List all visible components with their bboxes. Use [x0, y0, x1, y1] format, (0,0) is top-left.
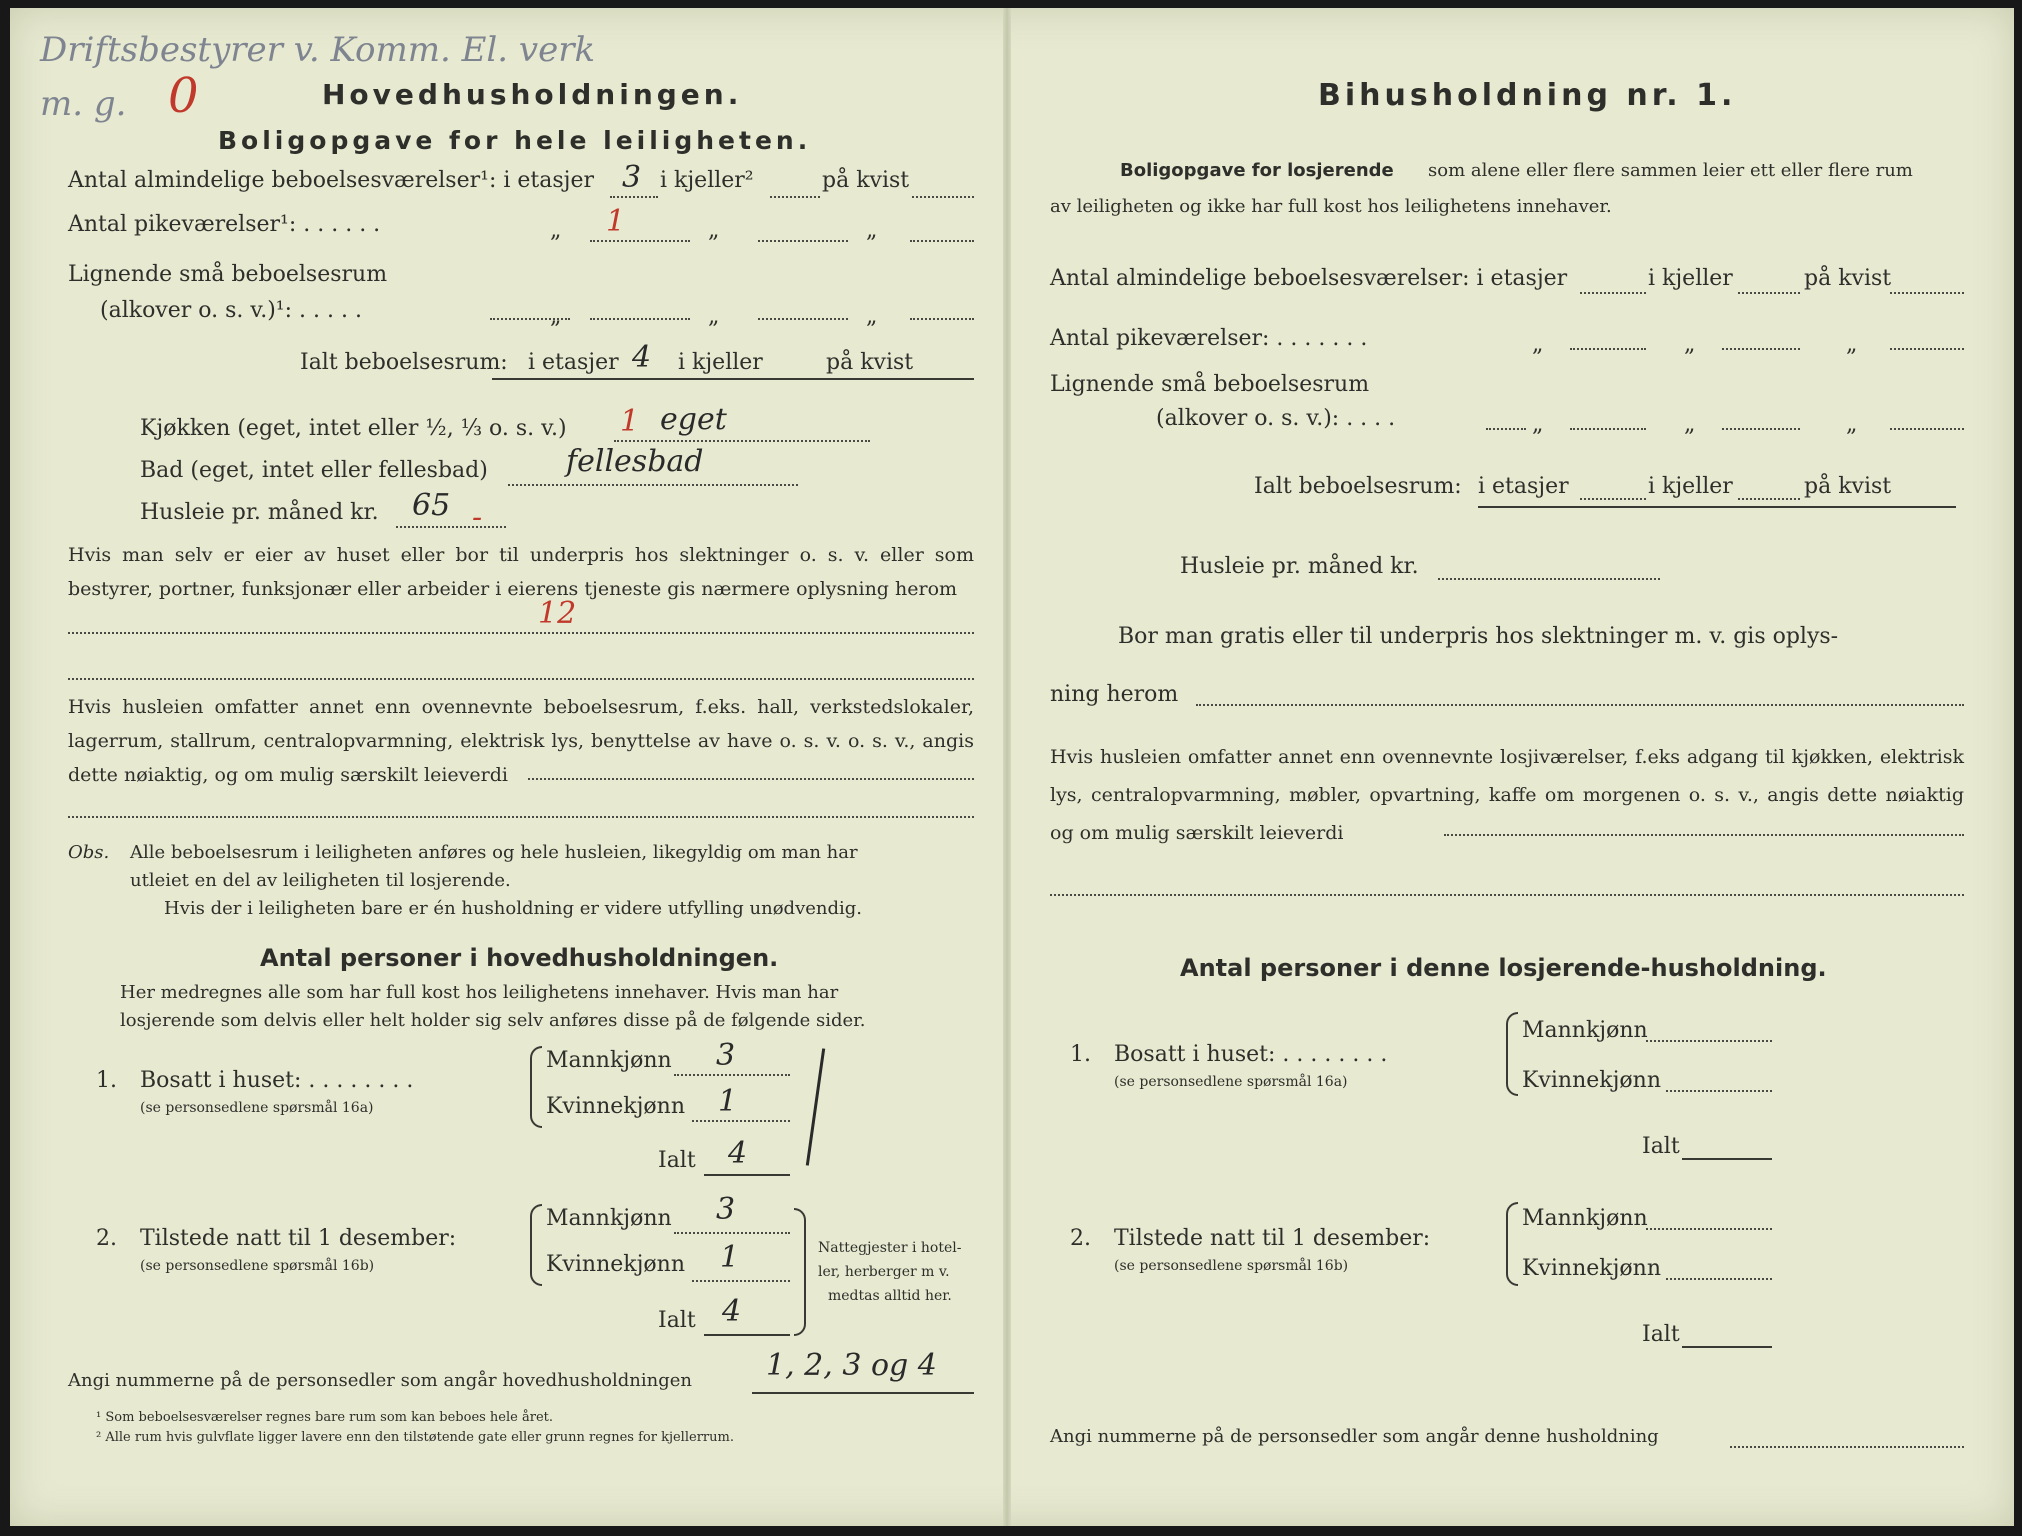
persons-note-2: losjerende som delvis eller helt holder sig selv anføres disse på de følgende sider.: [120, 1010, 866, 1031]
r-q2-male-label: Mannkjønn: [1522, 1206, 1648, 1231]
rent-value[interactable]: 65: [412, 488, 451, 523]
rooms-alcove-label: Lignende små beboelsesrum: [68, 262, 388, 287]
r-rooms-alcove-cellar-line: [1722, 428, 1800, 430]
q2-female-line: [692, 1280, 790, 1282]
rent-label: Husleie pr. måned kr.: [140, 500, 379, 525]
extra-services-note: Hvis husleien omfatter annet enn ovennevnte beboelsesrum, f.eks. hall, verkstedslokaler, lagerrum, stallrum, centralopvarmning, elektrisk lys, benyttelse av have o. s. v. o. s. v., angis dette nøiaktig, og om mulig særskilt leieverdi: [68, 696, 974, 786]
r-q2-female-label: Kvinnekjønn: [1522, 1256, 1661, 1281]
r-q1-sublabel: (se personsedlene spørsmål 16a): [1114, 1074, 1348, 1090]
rooms-maid-cellar-line: [758, 240, 848, 242]
owner-note-value[interactable]: 12: [538, 596, 577, 631]
rooms-alcove-ditto-1: „: [550, 304, 562, 329]
r-q1-number: 1.: [1070, 1042, 1091, 1067]
q2-male-line: [674, 1232, 790, 1234]
r-rooms-alcove-floor-line: [1570, 428, 1646, 430]
r-person-numbers-line: [1730, 1446, 1964, 1448]
r-rooms-total-floor-label: i etasjer: [1478, 474, 1569, 499]
rooms-alcove-attic-line: [910, 318, 974, 320]
q2-female-value[interactable]: 1: [720, 1240, 740, 1275]
r-extra-services-line-2: [1050, 894, 1964, 896]
q1-male-line: [674, 1074, 790, 1076]
rooms-ordinary-cellar-line: [770, 196, 820, 198]
q2-total-value[interactable]: 4: [722, 1294, 742, 1329]
q2-label: Tilstede natt til 1 desember:: [140, 1226, 457, 1251]
rooms-total-attic-label: på kvist: [826, 350, 914, 375]
q2-female-label: Kvinnekjønn: [546, 1252, 685, 1277]
rent-mark: -: [472, 500, 483, 535]
r-q1-male-line: [1646, 1040, 1772, 1042]
kitchen-value[interactable]: eget: [660, 402, 727, 437]
rooms-maid-label: Antal pikeværelser¹: . . . . . .: [68, 212, 381, 237]
rooms-ordinary-attic-label: på kvist: [822, 168, 910, 193]
r-rooms-total-label: Ialt beboelsesrum:: [1254, 474, 1462, 499]
main-household-subtitle: Boligopgave for hele leiligheten.: [218, 126, 812, 155]
margin-note-mark: 0: [168, 68, 199, 124]
rooms-maid-attic-line: [910, 240, 974, 242]
q1-total-label: Ialt: [658, 1148, 696, 1173]
obs-line-1: Alle beboelsesrum i leiligheten anføres og hele husleien, likegyldig om man har: [130, 842, 858, 863]
extra-services-line-1: [528, 778, 974, 780]
r-q1-total-line: [1682, 1158, 1772, 1160]
r-rooms-total-cellar-line: [1738, 498, 1800, 500]
owner-note: Hvis man selv er eier av huset eller bor til underpris hos slektninger o. s. v. eller som bestyrer, portner, funksjonær eller arbeider i eierens tjeneste gis nærmere oplysning herom: [68, 544, 974, 600]
r-rooms-maid-floor-line: [1570, 348, 1646, 350]
rooms-total-floor-label: i etasjer: [528, 350, 619, 375]
lodger-intro-rest: som alene eller flere sammen leier ett eller flere rum: [1428, 160, 1913, 181]
r-rooms-total-attic-label: på kvist: [1804, 474, 1892, 499]
kitchen-line: [614, 440, 870, 442]
r-rooms-alcove-label: Lignende små beboelsesrum: [1050, 372, 1370, 397]
q1-total-value[interactable]: 4: [728, 1136, 748, 1171]
q2-brace: [530, 1204, 542, 1286]
r-rent-line: [1438, 578, 1660, 580]
r-rooms-ordinary-floor-line: [1580, 292, 1646, 294]
q1-brace: [530, 1046, 542, 1128]
persons-note-1: Her medregnes alle som har full kost hos leilighetens innehaver. Hvis man har: [120, 982, 839, 1003]
r-q1-male-label: Mannkjønn: [1522, 1018, 1648, 1043]
person-numbers-line: [752, 1392, 974, 1394]
bath-label: Bad (eget, intet eller fellesbad): [140, 458, 488, 483]
r-rooms-ordinary-attic-label: på kvist: [1804, 266, 1892, 291]
q1-female-label: Kvinnekjønn: [546, 1094, 685, 1119]
q1-total-line: [704, 1174, 790, 1176]
q1-male-label: Mannkjønn: [546, 1048, 672, 1073]
rooms-total-cellar-label: i kjeller: [678, 350, 763, 375]
r-rooms-alcove-ditto-3: „: [1846, 412, 1858, 437]
r-rooms-alcove-ditto-1: „: [1532, 412, 1544, 437]
night-note-3: medtas alltid her.: [828, 1288, 952, 1304]
page-fold: [1003, 8, 1011, 1526]
rooms-alcove-ditto-2: „: [708, 304, 720, 329]
q2-male-value[interactable]: 3: [716, 1192, 736, 1227]
r-q2-female-line: [1666, 1278, 1772, 1280]
bath-value[interactable]: fellesbad: [566, 444, 704, 479]
persons-title: Antal personer i hovedhusholdningen.: [260, 944, 779, 972]
margin-note-status: m. g.: [40, 84, 127, 124]
rooms-alcove-cellar-line: [758, 318, 848, 320]
r-q2-total-line: [1682, 1346, 1772, 1348]
main-household-title: Hovedhusholdningen.: [322, 78, 743, 111]
r-free-line-1: Bor man gratis eller til underpris hos slektninger m. v. gis oplys-: [1118, 624, 1839, 649]
r-rooms-total-floor-line: [1580, 498, 1646, 500]
rooms-total-underline: [492, 378, 974, 380]
r-rent-label: Husleie pr. måned kr.: [1180, 554, 1419, 579]
q2-total-label: Ialt: [658, 1308, 696, 1333]
footnote-1: ¹ Som beboelsesværelser regnes bare rum som kan beboes hele året.: [96, 1410, 553, 1425]
r-rooms-alcove-pre-line: [1486, 428, 1526, 430]
r-q2-male-line: [1646, 1228, 1772, 1230]
q1-number: 1.: [96, 1068, 117, 1093]
q1-female-value[interactable]: 1: [718, 1084, 738, 1119]
owner-note-line-1: [68, 632, 974, 634]
r-rooms-maid-cellar-line: [1722, 348, 1800, 350]
r-q1-female-label: Kvinnekjønn: [1522, 1068, 1661, 1093]
q1-female-line: [692, 1120, 790, 1122]
lodger-intro-line-2: av leiligheten og ikke har full kost hos leilighetens innehaver.: [1050, 196, 1612, 217]
extra-services-line-2: [68, 816, 974, 818]
sub-household-title: Bihusholdning nr. 1.: [1318, 78, 1737, 113]
r-extra-services-note: Hvis husleien omfatter annet enn ovennevnte losjiværelser, f.eks adgang til kjøkken, elektrisk lys, centralopvarmning, møbler, opvartning, kaffe om morgenen o. s. v., angis dette nøiaktig og om mulig særskilt leieverdi: [1050, 746, 1964, 844]
margin-note-occupation: Driftsbestyrer v. Komm. El. verk: [40, 30, 596, 70]
rooms-maid-floor-line: [590, 240, 690, 242]
q1-check-mark: [806, 1048, 825, 1165]
rooms-ordinary-label: Antal almindelige beboelsesværelser¹: i etasjer: [68, 168, 595, 193]
r-free-line: [1196, 704, 1964, 706]
obs-line-2: utleiet en del av leiligheten til losjerende.: [130, 870, 511, 891]
rooms-maid-ditto-3: „: [866, 218, 878, 243]
rooms-alcove-floor-line: [590, 318, 690, 320]
r-persons-title: Antal personer i denne losjerende-husholdning.: [1180, 954, 1827, 982]
rooms-ordinary-floor-value[interactable]: 3: [622, 160, 642, 195]
r-rooms-maid-ditto-3: „: [1846, 332, 1858, 357]
r-q2-label: Tilstede natt til 1 desember:: [1114, 1226, 1431, 1251]
rooms-ordinary-floor-line: [610, 196, 658, 198]
lodger-intro-bold: Boligopgave for losjerende: [1120, 160, 1394, 181]
person-numbers-label: Angi nummerne på de personsedler som angår hovedhusholdningen: [68, 1370, 692, 1391]
rent-line: [396, 526, 506, 528]
r-q2-brace: [1506, 1202, 1518, 1286]
r-q2-total-label: Ialt: [1642, 1322, 1680, 1347]
r-q1-brace: [1506, 1012, 1518, 1096]
census-form-sheet: [10, 8, 2014, 1526]
r-rooms-maid-label: Antal pikeværelser: . . . . . . .: [1050, 326, 1368, 351]
rooms-total-floor-value[interactable]: 4: [632, 340, 652, 375]
rooms-ordinary-cellar-label: i kjeller²: [660, 168, 754, 193]
r-rooms-ordinary-attic-line: [1890, 292, 1964, 294]
owner-note-line-2: [68, 678, 974, 680]
r-q2-sublabel: (se personsedlene spørsmål 16b): [1114, 1258, 1349, 1274]
r-rooms-maid-attic-line: [1890, 348, 1964, 350]
obs-label: Obs.: [68, 842, 110, 863]
r-free-line-2: ning herom: [1050, 682, 1179, 707]
rooms-maid-floor-value[interactable]: 1: [606, 204, 626, 239]
rooms-ordinary-attic-line: [912, 196, 974, 198]
r-rooms-ordinary-label: Antal almindelige beboelsesværelser: i etasjer: [1050, 266, 1568, 291]
q1-male-value[interactable]: 3: [716, 1038, 736, 1073]
q2-total-line: [704, 1334, 790, 1336]
r-rooms-ordinary-cellar-line: [1738, 292, 1800, 294]
footnote-2: ² Alle rum hvis gulvflate ligger lavere enn den tilstøtende gate eller grunn regnes for kjellerrum.: [96, 1430, 734, 1445]
q1-label: Bosatt i huset: . . . . . . . .: [140, 1068, 414, 1093]
rooms-maid-ditto-1: „: [550, 218, 562, 243]
r-q1-female-line: [1666, 1090, 1772, 1092]
q2-night-brace: [794, 1208, 806, 1336]
q2-number: 2.: [96, 1226, 117, 1251]
r-rooms-total-cellar-label: i kjeller: [1648, 474, 1733, 499]
person-numbers-value[interactable]: 1, 2, 3 og 4: [766, 1348, 937, 1383]
kitchen-mark: 1: [620, 404, 640, 439]
r-extra-services-line-1: [1444, 834, 1964, 836]
r-rooms-alcove-attic-line: [1890, 428, 1964, 430]
rooms-maid-ditto-2: „: [708, 218, 720, 243]
night-note-2: ler, herberger m v.: [818, 1264, 950, 1280]
r-person-numbers-label: Angi nummerne på de personsedler som angår denne husholdning: [1050, 1426, 1659, 1447]
rooms-alcove-sublabel: (alkover o. s. v.)¹: . . . . .: [100, 298, 362, 323]
rooms-total-label: Ialt beboelsesrum:: [300, 350, 508, 375]
rooms-alcove-ditto-3: „: [866, 304, 878, 329]
r-rooms-alcove-ditto-2: „: [1684, 412, 1696, 437]
kitchen-label: Kjøkken (eget, intet eller ½, ⅓ o. s. v.): [140, 416, 567, 441]
r-rooms-maid-ditto-1: „: [1532, 332, 1544, 357]
r-q1-label: Bosatt i huset: . . . . . . . .: [1114, 1042, 1388, 1067]
r-rooms-ordinary-cellar-label: i kjeller: [1648, 266, 1733, 291]
r-q1-total-label: Ialt: [1642, 1134, 1680, 1159]
obs-line-3: Hvis der i leiligheten bare er én husholdning er videre utfylling unødvendig.: [164, 898, 863, 919]
q1-sublabel: (se personsedlene spørsmål 16a): [140, 1100, 374, 1116]
q2-male-label: Mannkjønn: [546, 1206, 672, 1231]
bath-line: [508, 484, 798, 486]
r-rooms-maid-ditto-2: „: [1684, 332, 1696, 357]
r-rooms-total-underline: [1478, 506, 1956, 508]
night-note-1: Nattegjester i hotel-: [818, 1240, 962, 1256]
q2-sublabel: (se personsedlene spørsmål 16b): [140, 1258, 375, 1274]
r-rooms-alcove-sublabel: (alkover o. s. v.): . . . .: [1156, 406, 1396, 431]
r-q2-number: 2.: [1070, 1226, 1091, 1251]
